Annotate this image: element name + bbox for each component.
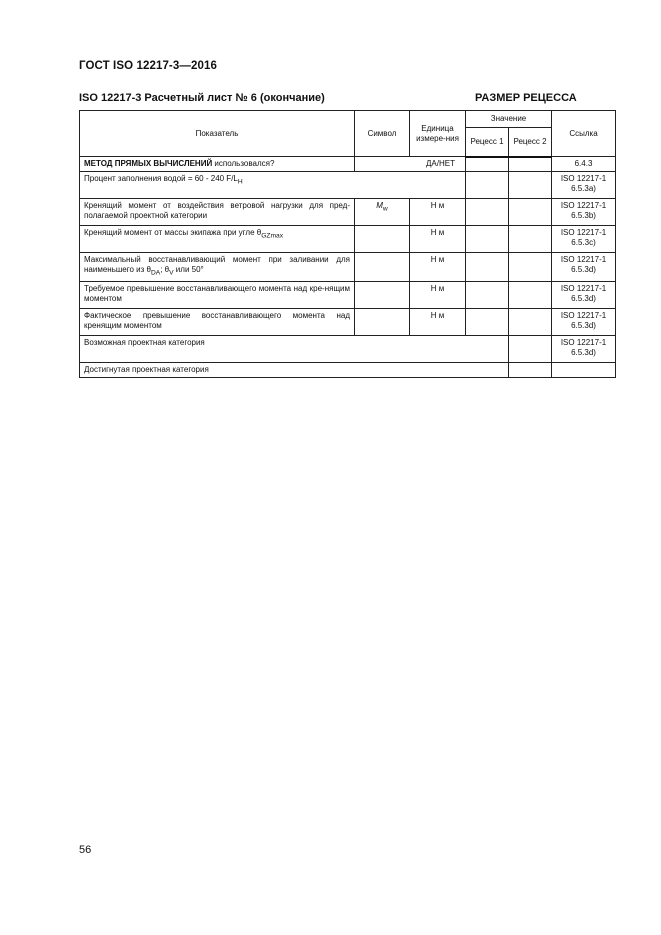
row-unit: ДА/НЕТ — [355, 157, 466, 172]
row-reference — [552, 362, 616, 377]
row-indicator: Процент заполнения водой = 60 - 240 $F/L_H$ — [80, 172, 466, 199]
row-symbol — [355, 226, 410, 253]
header-recess-1: Рецесс 1 — [466, 128, 509, 157]
recess-1-value[interactable] — [466, 308, 509, 335]
document-header: ГОСТ ISO 12217-3—2016 — [79, 60, 217, 72]
calculation-table — [79, 110, 616, 378]
method-question: использовался? — [212, 159, 275, 168]
recess-1-value[interactable] — [466, 199, 509, 226]
table-row — [80, 362, 616, 377]
recess-2-value[interactable] — [509, 308, 552, 335]
recess-2-value[interactable] — [509, 335, 552, 362]
page-number: 56 — [79, 844, 92, 856]
row-reference: 6.4.3 — [552, 157, 616, 172]
sheet-title: ISO 12217-3 Расчетный лист № 6 (окончание) — [79, 92, 325, 104]
recess-2-value[interactable] — [509, 281, 552, 308]
row-unit: Н м — [410, 253, 466, 282]
recess-2-value[interactable] — [509, 253, 552, 282]
recess-2-value[interactable] — [509, 157, 552, 172]
table-row — [80, 335, 616, 362]
row-symbol: $M_w$ — [355, 199, 410, 226]
row-unit: Н м — [410, 281, 466, 308]
row-reference: ISO 12217-1 6.5.3a) — [552, 172, 616, 199]
table-row — [80, 199, 616, 226]
row-reference: ISO 12217-1 6.5.3d) — [552, 253, 616, 282]
table-row — [80, 253, 616, 282]
row-unit: Н м — [410, 199, 466, 226]
recess-1-value[interactable] — [466, 281, 509, 308]
row-indicator: Достигнутая проектная категория — [80, 362, 509, 377]
row-indicator: Максимальный восстанавливающий момент при заливании для наименьшего из $\theta_{DA}$; $\theta_V$ или 50° — [80, 253, 355, 282]
row-indicator: Возможная проектная категория — [80, 335, 509, 362]
row-reference: ISO 12217-1 6.5.3d) — [552, 335, 616, 362]
recess-2-value[interactable] — [509, 172, 552, 199]
table-row — [80, 281, 616, 308]
section-title: РАЗМЕР РЕЦЕССА — [475, 92, 577, 104]
row-reference: ISO 12217-1 6.5.3d) — [552, 281, 616, 308]
row-reference: ISO 12217-1 6.5.3d) — [552, 308, 616, 335]
row-unit: Н м — [410, 226, 466, 253]
recess-1-value[interactable] — [466, 172, 509, 199]
recess-1-value[interactable] — [466, 226, 509, 253]
recess-1-value[interactable] — [466, 253, 509, 282]
method-label: МЕТОД ПРЯМЫХ ВЫЧИСЛЕНИЙ — [84, 159, 213, 168]
row-unit: Н м — [410, 308, 466, 335]
row-symbol — [355, 308, 410, 335]
row-reference: ISO 12217-1 6.5.3b) — [552, 199, 616, 226]
row-indicator: Требуемое превышение восстанавливающего момента над кре-нящим моментом — [80, 281, 355, 308]
row-indicator: Кренящий момент от массы экипажа при угле $\theta_{GZmax}$ — [80, 226, 355, 253]
recess-1-value[interactable] — [466, 157, 509, 172]
table-row — [80, 226, 616, 253]
header-value: Значение — [466, 111, 552, 128]
header-indicator: Показатель — [80, 111, 355, 157]
row-symbol — [355, 281, 410, 308]
table-row — [80, 308, 616, 335]
row-symbol — [355, 253, 410, 282]
recess-2-value[interactable] — [509, 362, 552, 377]
table-row — [80, 157, 616, 172]
header-recess-2: Рецесс 2 — [509, 128, 552, 157]
header-reference: Ссылка — [552, 111, 616, 157]
row-indicator: Фактическое превышение восстанавливающего момента над кренящим моментом — [80, 308, 355, 335]
header-unit: Единица измере-ния — [410, 111, 466, 157]
row-indicator — [80, 157, 355, 172]
row-reference: ISO 12217-1 6.5.3c) — [552, 226, 616, 253]
recess-2-value[interactable] — [509, 226, 552, 253]
recess-2-value[interactable] — [509, 199, 552, 226]
header-symbol: Символ — [355, 111, 410, 157]
row-indicator: Кренящий момент от воздействия ветровой нагрузки для пред-полагаемой проектной категории — [80, 199, 355, 226]
table-row — [80, 172, 616, 199]
